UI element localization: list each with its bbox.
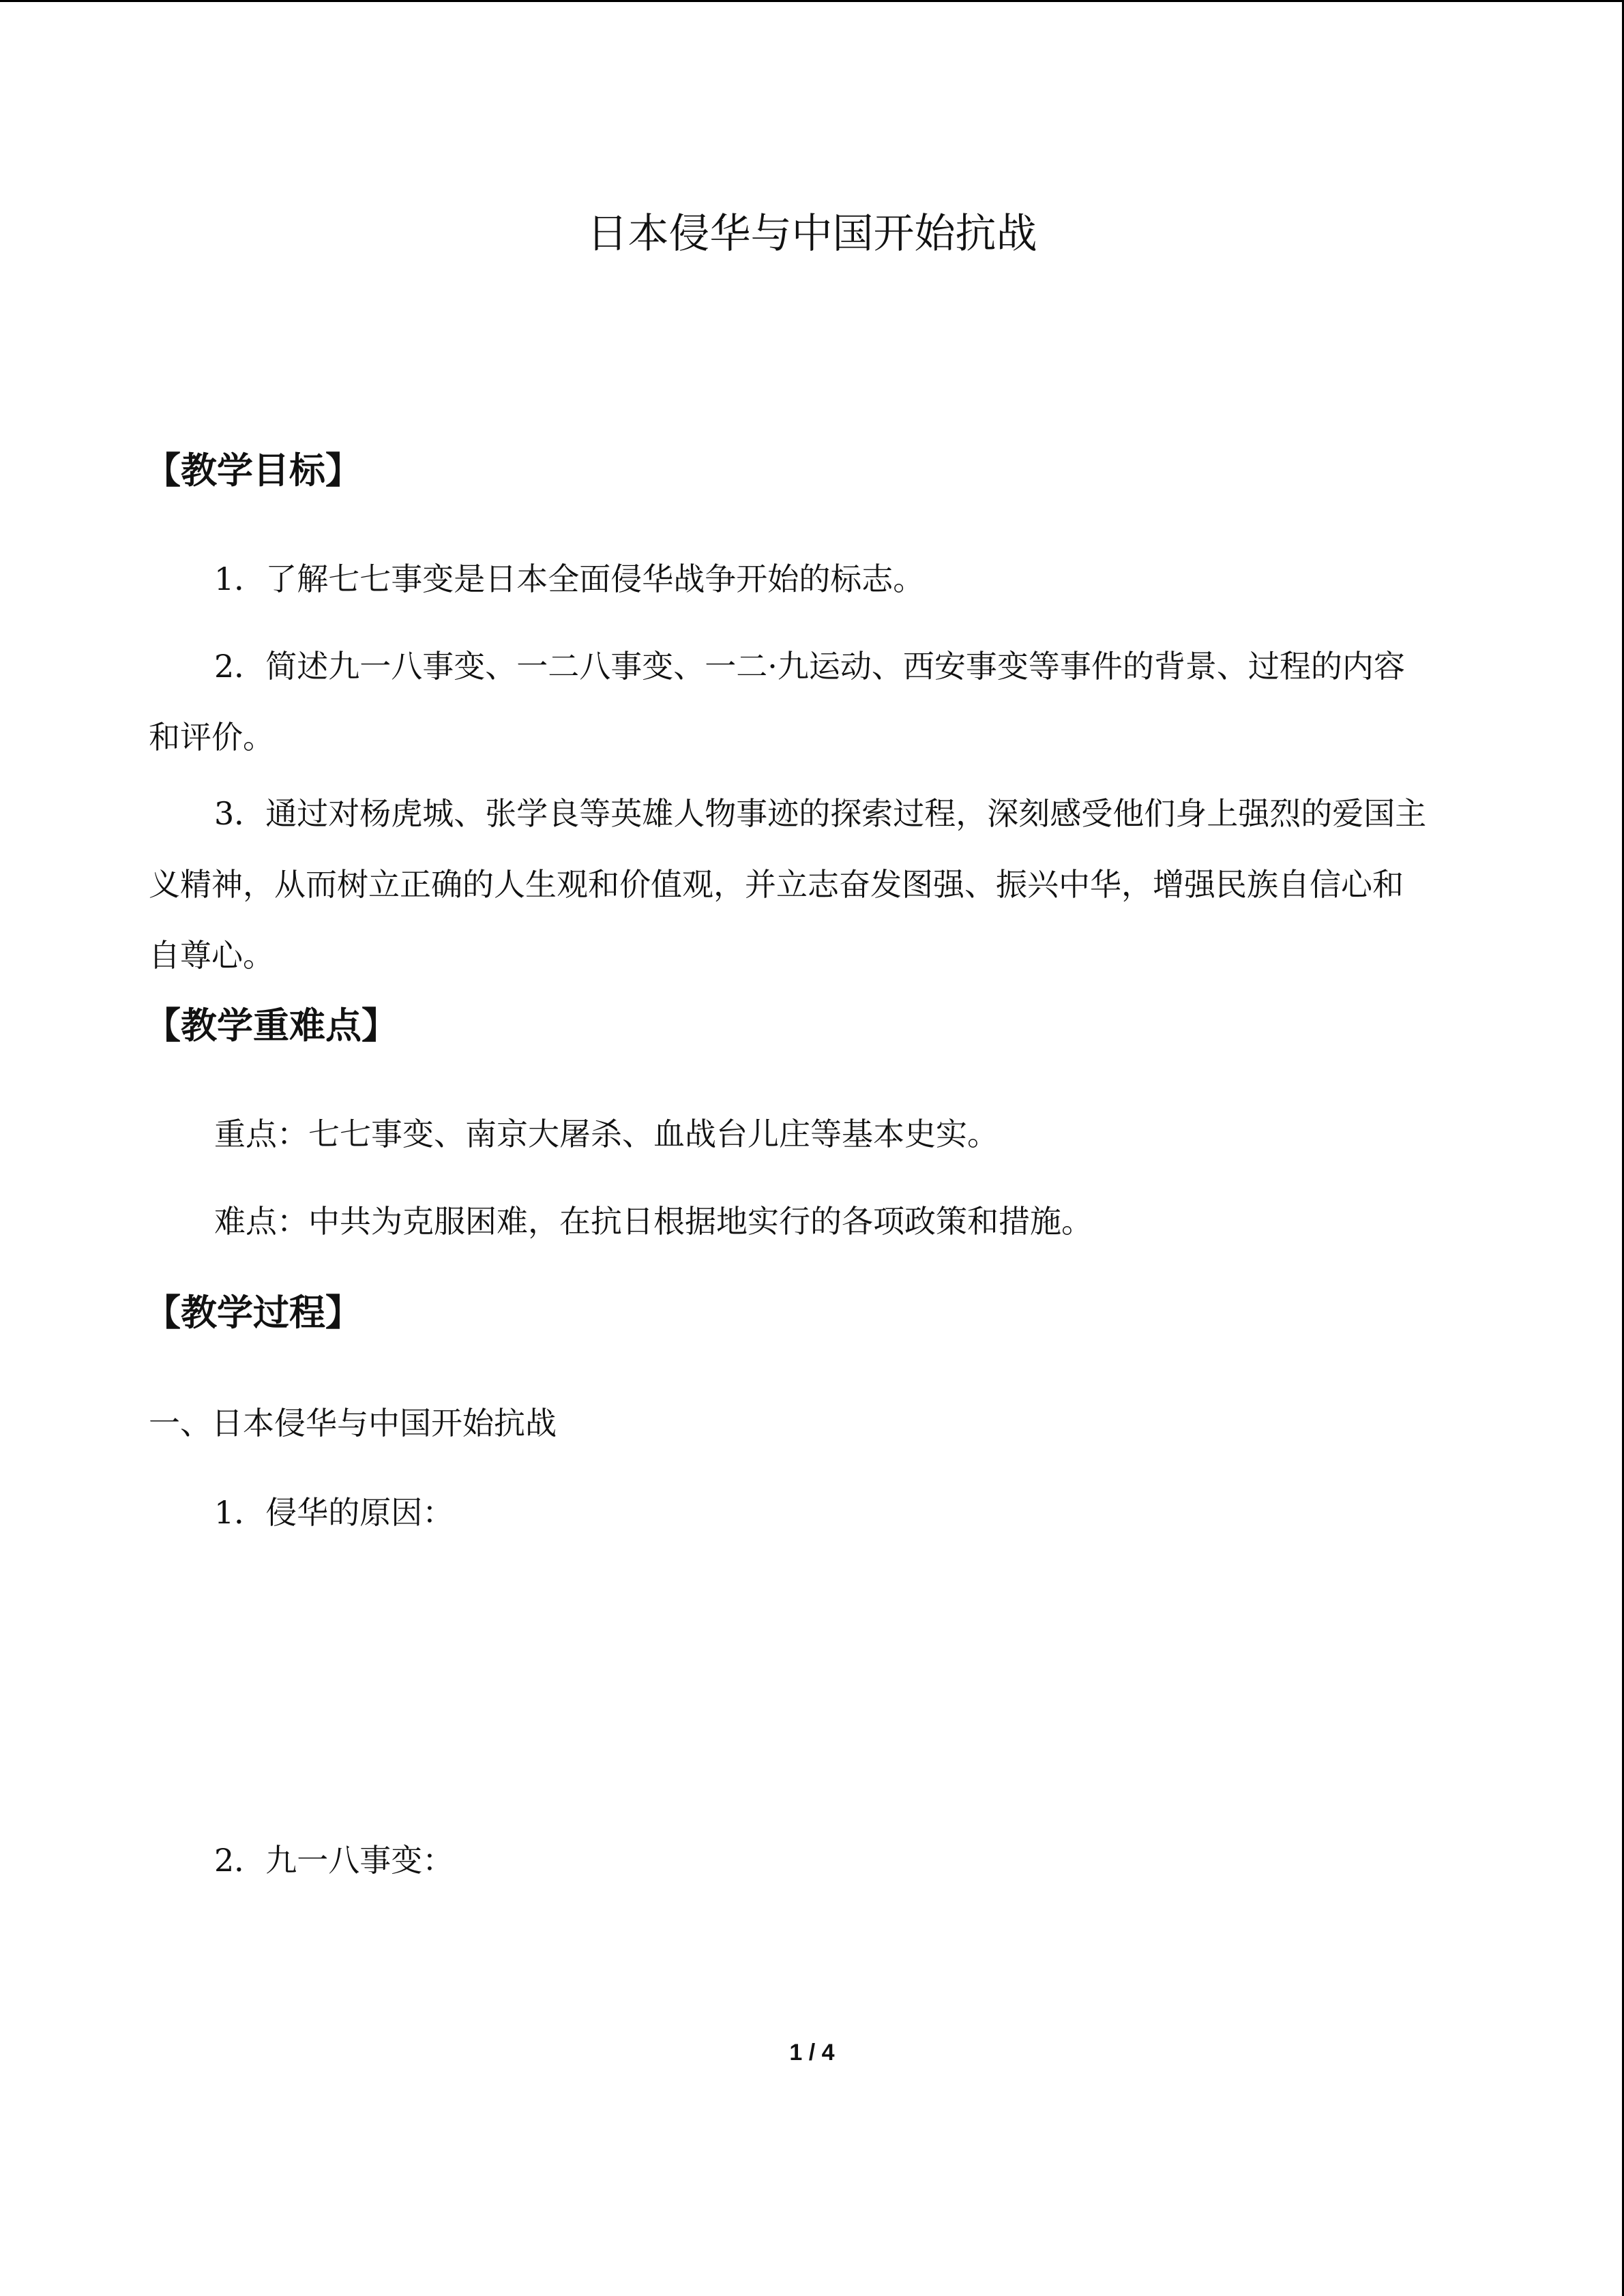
process-item-1 bbox=[149, 1477, 1458, 1548]
section-heading-objectives: 【教学目标】 bbox=[145, 449, 361, 492]
objective-item-2-line-2: 和评价。 bbox=[149, 719, 274, 756]
process-item-2 bbox=[149, 1825, 1458, 1896]
objective-item-3-line-2: 义精神，从而树立正确的人生观和价值观，并立志奋发图强、振兴中华，增强民族自信心和 bbox=[149, 866, 1404, 903]
objective-item-3-line-1: 3．通过对杨虎城、张学良等英雄人物事迹的探索过程，深刻感受他们身上强烈的爱国主 bbox=[214, 795, 1427, 832]
process-item-1-text: 1．侵华的原因： bbox=[214, 1494, 454, 1531]
objective-item-3 bbox=[149, 778, 1458, 991]
key-point-difficulty bbox=[149, 1186, 1458, 1257]
process-item-2-text: 2．九一八事变： bbox=[214, 1842, 454, 1879]
process-part-title bbox=[149, 1388, 1458, 1459]
key-point-focus bbox=[149, 1099, 1458, 1169]
key-point-difficulty-text: 难点：中共为克服困难，在抗日根据地实行的各项政策和措施。 bbox=[214, 1203, 1093, 1240]
objective-item-3-line-3: 自尊心。 bbox=[149, 937, 274, 974]
objective-item-2-line-1: 2．简述九一八事变、一二八事变、一二·九运动、西安事变等事件的背景、过程的内容 bbox=[214, 648, 1405, 685]
document-title: 日本侵华与中国开始抗战 bbox=[587, 210, 1037, 258]
key-point-focus-text: 重点：七七事变、南京大屠杀、血战台儿庄等基本史实。 bbox=[214, 1116, 999, 1152]
objective-item-1 bbox=[149, 543, 1458, 614]
objective-item-1-line-1: 1．了解七七事变是日本全面侵华战争开始的标志。 bbox=[214, 561, 925, 597]
objective-item-2 bbox=[149, 631, 1458, 773]
section-heading-key-points: 【教学重难点】 bbox=[145, 1004, 398, 1047]
section-heading-process: 【教学过程】 bbox=[145, 1292, 361, 1334]
page-number: 1 / 4 bbox=[789, 2040, 835, 2066]
process-part-title-text: 一、日本侵华与中国开始抗战 bbox=[149, 1405, 557, 1442]
